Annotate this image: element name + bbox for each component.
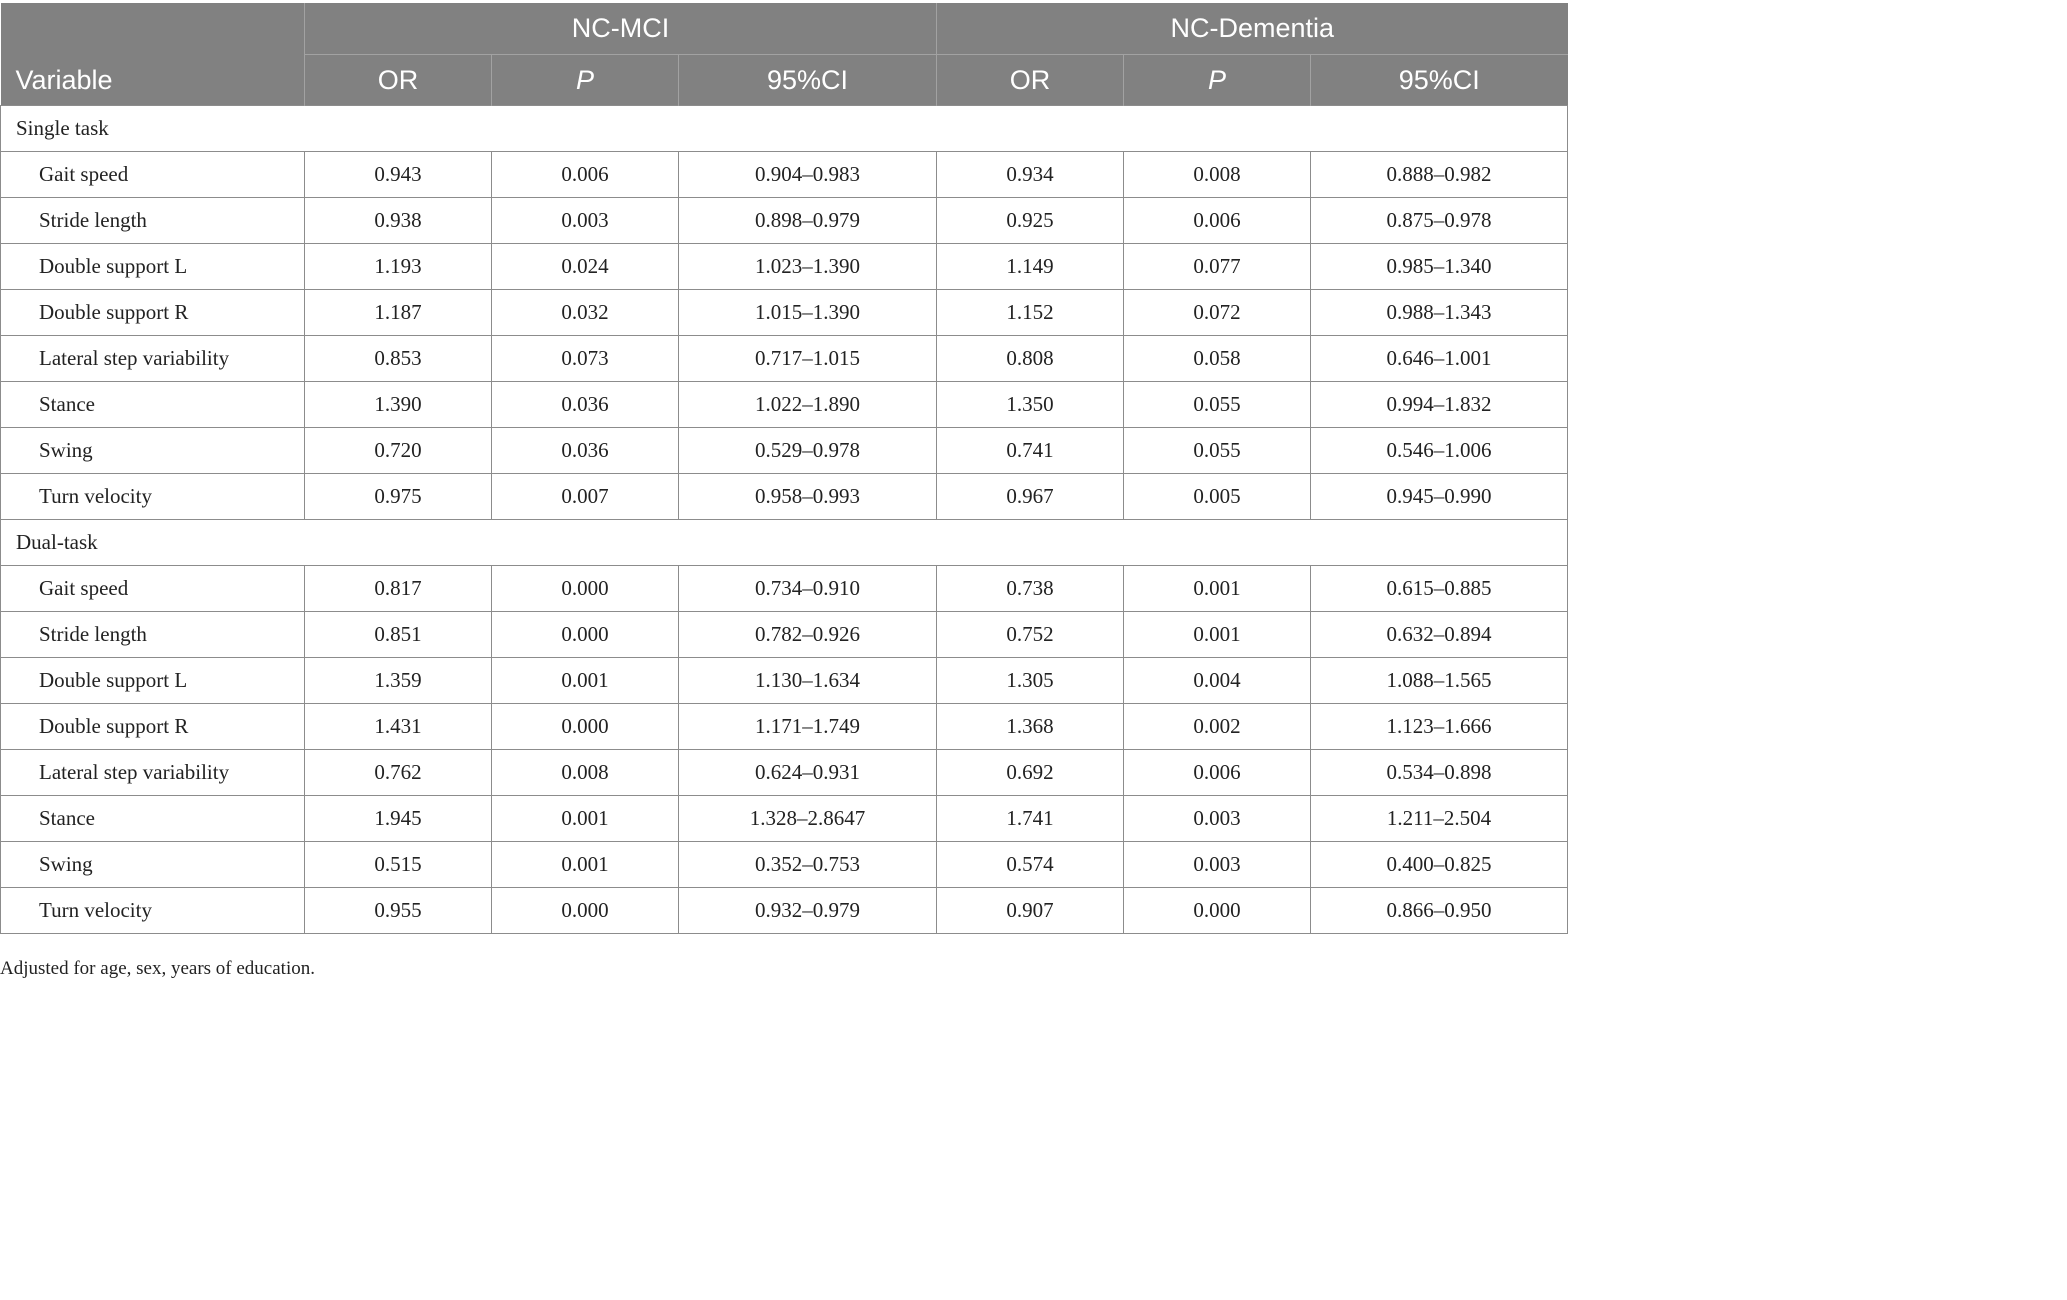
mci-p-cell: 0.000 <box>492 566 679 612</box>
dementia-or-cell: 0.738 <box>937 566 1124 612</box>
mci-ci-header: 95%CI <box>679 55 937 106</box>
dementia-or-cell: 1.152 <box>937 290 1124 336</box>
mci-or-cell: 1.193 <box>305 244 492 290</box>
dementia-p-cell: 0.001 <box>1124 566 1311 612</box>
table-body <box>1 106 1568 934</box>
dementia-ci-cell: 0.945–0.990 <box>1311 474 1568 520</box>
dementia-or-cell: 0.925 <box>937 198 1124 244</box>
dementia-or-header: OR <box>937 55 1124 106</box>
mci-ci-cell: 0.782–0.926 <box>679 612 937 658</box>
nc-dementia-group-header: NC-Dementia <box>937 3 1568 55</box>
dementia-p-cell: 0.001 <box>1124 612 1311 658</box>
variable-label: Double support L <box>1 658 305 704</box>
variable-label: Stance <box>1 382 305 428</box>
mci-or-cell: 1.390 <box>305 382 492 428</box>
mci-p-cell: 0.024 <box>492 244 679 290</box>
mci-ci-cell: 0.352–0.753 <box>679 842 937 888</box>
mci-or-cell: 0.720 <box>305 428 492 474</box>
variable-column-header: Variable <box>1 3 305 106</box>
variable-label: Stance <box>1 796 305 842</box>
dementia-ci-cell: 0.534–0.898 <box>1311 750 1568 796</box>
dementia-p-cell: 0.003 <box>1124 796 1311 842</box>
mci-p-cell: 0.007 <box>492 474 679 520</box>
mci-or-cell: 0.938 <box>305 198 492 244</box>
mci-p-cell: 0.036 <box>492 382 679 428</box>
variable-label: Turn velocity <box>1 888 305 934</box>
mci-ci-cell: 1.022–1.890 <box>679 382 937 428</box>
mci-p-cell: 0.001 <box>492 658 679 704</box>
mci-or-cell: 0.851 <box>305 612 492 658</box>
dementia-or-cell: 0.752 <box>937 612 1124 658</box>
variable-label: Lateral step variability <box>1 336 305 382</box>
dementia-p-header: P <box>1124 55 1311 106</box>
variable-label: Swing <box>1 428 305 474</box>
mci-ci-cell: 1.130–1.634 <box>679 658 937 704</box>
dementia-ci-cell: 0.646–1.001 <box>1311 336 1568 382</box>
dementia-ci-cell: 0.875–0.978 <box>1311 198 1568 244</box>
dementia-p-cell: 0.005 <box>1124 474 1311 520</box>
section-title: Dual-task <box>1 520 1568 566</box>
mci-or-cell: 0.943 <box>305 152 492 198</box>
section-row <box>1 106 1568 152</box>
mci-or-cell: 1.431 <box>305 704 492 750</box>
mci-p-cell: 0.032 <box>492 290 679 336</box>
variable-label: Gait speed <box>1 152 305 198</box>
variable-label: Swing <box>1 842 305 888</box>
mci-ci-cell: 0.958–0.993 <box>679 474 937 520</box>
table-row <box>1 290 1568 336</box>
mci-ci-cell: 0.932–0.979 <box>679 888 937 934</box>
dementia-p-cell: 0.004 <box>1124 658 1311 704</box>
dementia-or-cell: 1.741 <box>937 796 1124 842</box>
nc-mci-group-header: NC-MCI <box>305 3 937 55</box>
dementia-ci-cell: 1.123–1.666 <box>1311 704 1568 750</box>
dementia-p-cell: 0.003 <box>1124 842 1311 888</box>
variable-label: Double support R <box>1 290 305 336</box>
table-header <box>1 3 1568 106</box>
dementia-ci-cell: 1.088–1.565 <box>1311 658 1568 704</box>
mci-or-header: OR <box>305 55 492 106</box>
dementia-ci-cell: 0.994–1.832 <box>1311 382 1568 428</box>
variable-label: Double support L <box>1 244 305 290</box>
variable-label: Double support R <box>1 704 305 750</box>
dementia-or-cell: 0.967 <box>937 474 1124 520</box>
table-row <box>1 428 1568 474</box>
dementia-p-cell: 0.055 <box>1124 428 1311 474</box>
dementia-or-cell: 0.741 <box>937 428 1124 474</box>
table-row <box>1 888 1568 934</box>
dementia-or-cell: 1.368 <box>937 704 1124 750</box>
mci-ci-cell: 0.904–0.983 <box>679 152 937 198</box>
dementia-ci-cell: 0.888–0.982 <box>1311 152 1568 198</box>
dementia-p-cell: 0.058 <box>1124 336 1311 382</box>
table-row <box>1 336 1568 382</box>
dementia-or-cell: 1.350 <box>937 382 1124 428</box>
mci-p-cell: 0.006 <box>492 152 679 198</box>
dementia-or-cell: 1.305 <box>937 658 1124 704</box>
table-row <box>1 244 1568 290</box>
mci-ci-cell: 0.898–0.979 <box>679 198 937 244</box>
table-row <box>1 842 1568 888</box>
dementia-p-cell: 0.077 <box>1124 244 1311 290</box>
table-row <box>1 612 1568 658</box>
mci-or-cell: 1.187 <box>305 290 492 336</box>
mci-p-cell: 0.003 <box>492 198 679 244</box>
mci-or-cell: 0.853 <box>305 336 492 382</box>
dementia-or-cell: 0.934 <box>937 152 1124 198</box>
dementia-or-cell: 0.907 <box>937 888 1124 934</box>
table-row <box>1 658 1568 704</box>
mci-or-cell: 0.975 <box>305 474 492 520</box>
dementia-ci-cell: 0.400–0.825 <box>1311 842 1568 888</box>
mci-ci-cell: 0.717–1.015 <box>679 336 937 382</box>
dementia-or-cell: 0.808 <box>937 336 1124 382</box>
section-title: Single task <box>1 106 1568 152</box>
table-row <box>1 566 1568 612</box>
dementia-ci-cell: 0.988–1.343 <box>1311 290 1568 336</box>
dementia-p-cell: 0.006 <box>1124 198 1311 244</box>
mci-p-cell: 0.036 <box>492 428 679 474</box>
mci-or-cell: 0.515 <box>305 842 492 888</box>
dementia-ci-cell: 0.615–0.885 <box>1311 566 1568 612</box>
mci-ci-cell: 1.328–2.8647 <box>679 796 937 842</box>
dementia-p-cell: 0.006 <box>1124 750 1311 796</box>
table-row <box>1 382 1568 428</box>
dementia-p-cell: 0.055 <box>1124 382 1311 428</box>
variable-label: Lateral step variability <box>1 750 305 796</box>
mci-ci-cell: 1.171–1.749 <box>679 704 937 750</box>
table-row <box>1 198 1568 244</box>
dementia-or-cell: 0.692 <box>937 750 1124 796</box>
dementia-ci-cell: 1.211–2.504 <box>1311 796 1568 842</box>
dementia-or-cell: 1.149 <box>937 244 1124 290</box>
table-row <box>1 474 1568 520</box>
variable-label: Turn velocity <box>1 474 305 520</box>
variable-label: Stride length <box>1 612 305 658</box>
dementia-p-cell: 0.008 <box>1124 152 1311 198</box>
mci-p-cell: 0.000 <box>492 704 679 750</box>
mci-p-cell: 0.073 <box>492 336 679 382</box>
table-row <box>1 796 1568 842</box>
variable-label: Gait speed <box>1 566 305 612</box>
mci-p-cell: 0.001 <box>492 796 679 842</box>
dementia-p-cell: 0.002 <box>1124 704 1311 750</box>
section-row <box>1 520 1568 566</box>
mci-p-header: P <box>492 55 679 106</box>
mci-ci-cell: 0.529–0.978 <box>679 428 937 474</box>
mci-ci-cell: 0.734–0.910 <box>679 566 937 612</box>
dementia-ci-cell: 0.866–0.950 <box>1311 888 1568 934</box>
mci-p-cell: 0.000 <box>492 888 679 934</box>
variable-label: Stride length <box>1 198 305 244</box>
dementia-ci-cell: 0.546–1.006 <box>1311 428 1568 474</box>
mci-p-cell: 0.000 <box>492 612 679 658</box>
dementia-or-cell: 0.574 <box>937 842 1124 888</box>
mci-ci-cell: 1.015–1.390 <box>679 290 937 336</box>
mci-or-cell: 0.762 <box>305 750 492 796</box>
mci-p-cell: 0.001 <box>492 842 679 888</box>
results-table <box>0 3 1568 934</box>
dementia-ci-cell: 0.985–1.340 <box>1311 244 1568 290</box>
mci-p-cell: 0.008 <box>492 750 679 796</box>
dementia-ci-header: 95%CI <box>1311 55 1568 106</box>
mci-or-cell: 0.817 <box>305 566 492 612</box>
table-row <box>1 152 1568 198</box>
mci-or-cell: 1.359 <box>305 658 492 704</box>
table-row <box>1 750 1568 796</box>
mci-or-cell: 0.955 <box>305 888 492 934</box>
dementia-ci-cell: 0.632–0.894 <box>1311 612 1568 658</box>
mci-or-cell: 1.945 <box>305 796 492 842</box>
mci-ci-cell: 0.624–0.931 <box>679 750 937 796</box>
dementia-p-cell: 0.000 <box>1124 888 1311 934</box>
mci-ci-cell: 1.023–1.390 <box>679 244 937 290</box>
dementia-p-cell: 0.072 <box>1124 290 1311 336</box>
table-row <box>1 704 1568 750</box>
table-footnote: Adjusted for age, sex, years of education. <box>0 958 315 979</box>
